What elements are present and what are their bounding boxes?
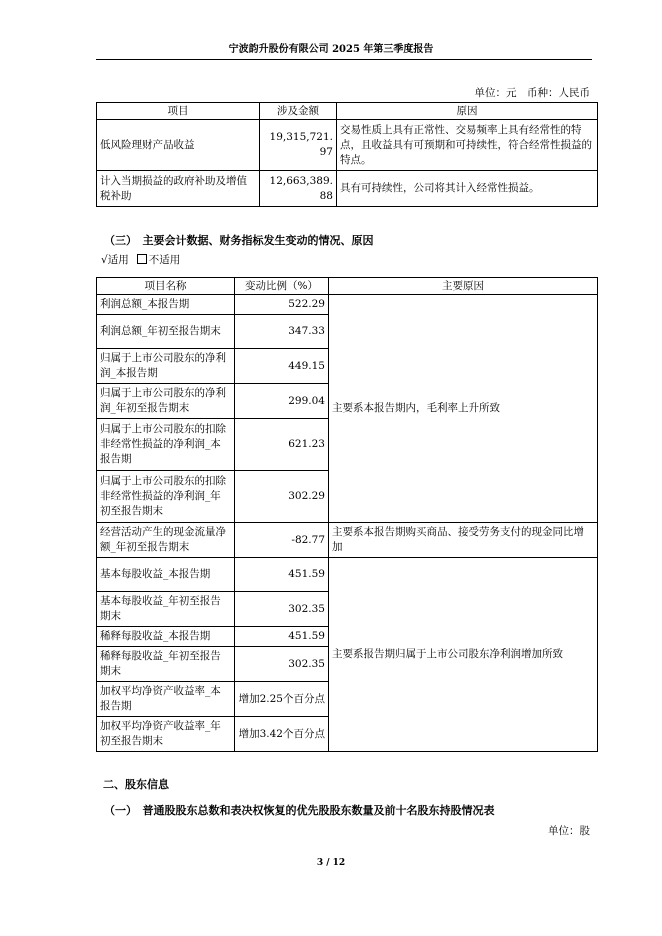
row-amount: 12,663,389.88 xyxy=(260,171,337,207)
reason-eps-group: 主要系报告期归属于上市公司股东净利润增加所致 xyxy=(329,558,598,752)
section-title-shareholders: 二、股东信息 xyxy=(103,778,169,791)
report-header-title: 宁波韵升股份有限公司 2025 年第三季度报告 xyxy=(228,44,434,55)
row-item-label: 稀释每股收益_本报告期 xyxy=(97,627,235,647)
row-ratio: 299.04 xyxy=(235,384,329,419)
table-row xyxy=(97,523,598,558)
column-header-amount: 涉及金额 xyxy=(260,103,337,120)
header-divider xyxy=(96,59,592,60)
row-item-label: 经营活动产生的现金流量净额_年初至报告期末 xyxy=(97,523,235,558)
row-item-label: 归属于上市公司股东的扣除非经常性损益的净利润_年初至报告期末 xyxy=(97,471,235,523)
non-recurring-items-table xyxy=(96,102,598,207)
column-header-main-reason: 主要原因 xyxy=(329,278,598,295)
section-title-key-changes: （三） 主要会计数据、财务指标发生变动的情况、原因 xyxy=(104,234,374,247)
table-row xyxy=(97,295,598,315)
row-ratio: 621.23 xyxy=(235,419,329,471)
page-number: 3 / 12 xyxy=(316,858,346,868)
row-ratio: 302.29 xyxy=(235,471,329,523)
column-header-reason: 原因 xyxy=(337,103,598,120)
currency-unit-label: 单位：元 币种：人民币 xyxy=(474,87,590,99)
row-ratio: 522.29 xyxy=(235,295,329,315)
row-ratio: -82.77 xyxy=(235,523,329,558)
reason-profit-group: 主要系本报告期内，毛利率上升所致 xyxy=(329,295,598,523)
checkbox-empty-icon xyxy=(137,254,147,264)
row-reason: 交易性质上具有正常性、交易频率上具有经常性的特点，且收益具有可预期和可持续性，符合经常性损益的特点。 xyxy=(337,120,598,171)
table-row xyxy=(97,171,598,207)
row-item-label: 归属于上市公司股东的扣除非经常性损益的净利润_本报告期 xyxy=(97,419,235,471)
row-ratio: 451.59 xyxy=(235,558,329,592)
applicability-options xyxy=(101,252,180,267)
row-amount: 19,315,721.97 xyxy=(260,120,337,171)
row-ratio: 增加2.25个百分点 xyxy=(235,682,329,717)
row-ratio: 302.35 xyxy=(235,592,329,627)
share-unit-label: 单位：股 xyxy=(548,825,590,837)
row-item-label: 稀释每股收益_年初至报告期末 xyxy=(97,647,235,682)
row-ratio: 451.59 xyxy=(235,627,329,647)
reason-cash-flow: 主要系本报告期购买商品、接受劳务支付的现金同比增加 xyxy=(329,523,598,558)
table-row xyxy=(97,558,598,592)
not-applicable-label: 不适用 xyxy=(148,254,181,266)
column-header-item: 项目 xyxy=(97,103,260,120)
subsection-title-shareholder-table: （一） 普通股股东总数和表决权恢复的优先股股东数量及前十名股东持股情况表 xyxy=(104,804,495,817)
row-item-label: 利润总额_年初至报告期末 xyxy=(97,315,235,349)
row-item-label: 归属于上市公司股东的净利润_年初至报告期末 xyxy=(97,384,235,419)
row-ratio: 449.15 xyxy=(235,349,329,384)
row-item-label: 归属于上市公司股东的净利润_本报告期 xyxy=(97,349,235,384)
row-ratio: 302.35 xyxy=(235,647,329,682)
row-ratio: 347.33 xyxy=(235,315,329,349)
row-item-label: 基本每股收益_年初至报告期末 xyxy=(97,592,235,627)
applicable-checked-label: √适用 xyxy=(101,254,129,266)
row-item-label: 加权平均净资产收益率_年初至报告期末 xyxy=(97,717,235,752)
table-row xyxy=(97,120,598,171)
row-item-label: 基本每股收益_本报告期 xyxy=(97,558,235,592)
row-item-label: 计入当期损益的政府补助及增值税补助 xyxy=(97,171,260,207)
key-changes-table xyxy=(96,277,598,752)
column-header-item-name: 项目名称 xyxy=(97,278,235,295)
row-reason: 具有可持续性，公司将其计入经常性损益。 xyxy=(337,171,598,207)
row-item-label: 低风险理财产品收益 xyxy=(97,120,260,171)
row-item-label: 利润总额_本报告期 xyxy=(97,295,235,315)
column-header-change-ratio: 变动比例（%） xyxy=(235,278,329,295)
row-ratio: 增加3.42个百分点 xyxy=(235,717,329,752)
row-item-label: 加权平均净资产收益率_本报告期 xyxy=(97,682,235,717)
